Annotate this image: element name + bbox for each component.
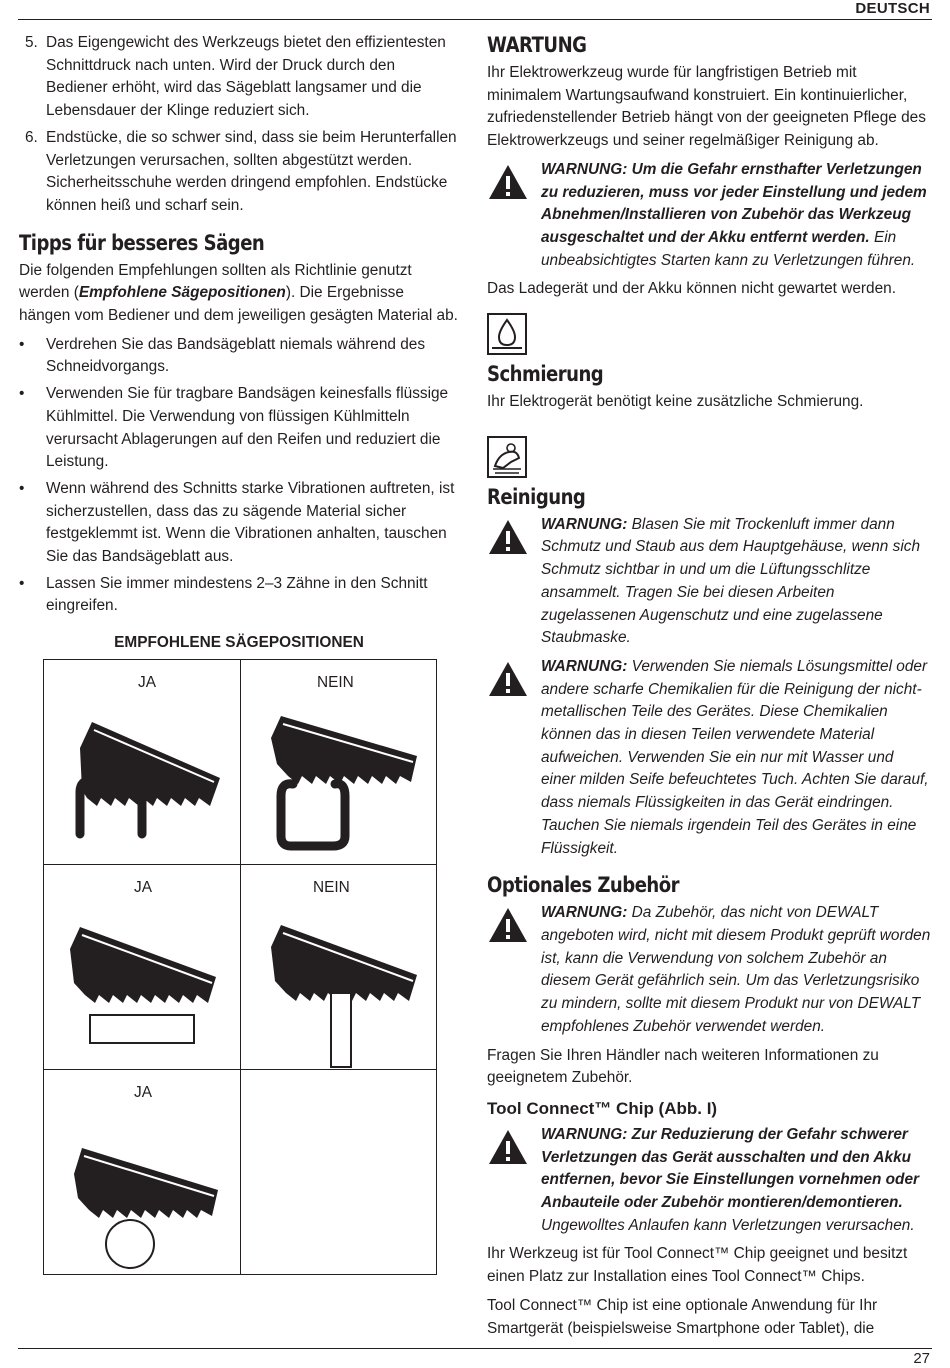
accessories-text: Fragen Sie Ihren Händler nach weiteren Informationen zu geeignetem Zubehör. xyxy=(487,1046,879,1087)
table-cell-ja-channel xyxy=(44,660,240,865)
list-item xyxy=(19,127,459,218)
list-number: 5. xyxy=(25,34,38,51)
cell-label: NEIN xyxy=(317,673,354,691)
chip-text-2: Tool Connect™ Chip ist eine optionale Anwendung für Ihr Smartgerät (beispielsweise Smartphone oder Tablet), die xyxy=(487,1296,878,1337)
warning-icon xyxy=(487,518,529,556)
warning-label: WARNUNG: xyxy=(541,515,628,533)
table-reference: Empfohlene Sägepositionen xyxy=(78,284,286,302)
cell-label: JA xyxy=(134,878,152,896)
warning-block xyxy=(487,902,931,1038)
list-item xyxy=(19,32,459,123)
language-label: DEUTSCH xyxy=(855,0,930,17)
header-rule xyxy=(18,19,932,20)
warning-icon xyxy=(487,163,529,201)
warning-text: Da Zubehör, das nicht von DEWALT angeboten wird, nicht mit diesem Produkt geprüft worden ist, kann die Verwendung von solchem Zubehör an diesem Gerät gefährlich sein. Um das Verletzungsrisiko zu mindern, sollte mit diesem Produkt nur von DEWALT empfohlenes Zubehör verwendet werden. xyxy=(541,904,931,1035)
list-item: • Wenn während des Schnitts starke Vibrationen auftreten, ist sicherzustellen, dass das zu sägende Material sicher festgeklemmt ist. Wenn die Vibrationen anhalten, tauschen Sie das Bandsägeblatt aus. xyxy=(19,479,455,566)
footer-rule xyxy=(18,1348,932,1349)
blade-on-flat-bar-icon xyxy=(44,865,240,1070)
tips-intro: Die folgenden Empfehlungen sollten als Richtlinie genutzt werden (Empfohlene Sägepositionen). Die Ergebnisse hängen vom Bediener und dem jeweiligen gesägten Material ab. xyxy=(19,261,458,325)
warning-text: Ein unbeabsichtigtes Starten kann zu Verletzungen führen. xyxy=(541,228,916,269)
warning-text: Blasen Sie mit Trockenluft immer dann Schmutz und Staub aus dem Hauptgehäuse, wenn sich Schmutz sichtbar in und um die Lüftungsschlitze ansammelt. Tragen Sie bei diesen Arbeiten zugelassenen Augenschutz und eine zugelassene Staubmaske. xyxy=(541,515,921,647)
warning-label: WARNUNG: xyxy=(541,904,628,922)
blade-on-channel-icon xyxy=(44,660,240,865)
lubrication-icon xyxy=(487,313,527,355)
cleaning-icon xyxy=(487,436,527,478)
list-item: • Verdrehen Sie das Bandsägeblatt niemals während des Schneidvorgangs. xyxy=(19,335,426,376)
table-title: EMPFOHLENE SÄGEPOSITIONEN xyxy=(114,634,364,652)
chip-text-1: Ihr Werkzeug ist für Tool Connect™ Chip geeignet und besitzt einen Platz zur Installation eines Tool Connect™ Chips. xyxy=(487,1245,908,1286)
tips-list xyxy=(19,334,459,618)
warning-icon xyxy=(487,906,529,944)
list-text: Endstücke, die so schwer sind, dass sie beim Herunterfallen Verletzungen verursachen, sollten abgestützt werden. Sicherheitsschuhe werden dringend empfohlen. Endstücke können heiß und scharf sein. xyxy=(46,128,457,214)
lubrication-heading: Schmierung xyxy=(487,362,604,387)
warning-text: Ungewolltes Anlaufen kann Verletzungen verursachen. xyxy=(541,1216,915,1234)
list-item: • Lassen Sie immer mindestens 2–3 Zähne in den Schnitt eingreifen. xyxy=(19,574,428,615)
cleaning-heading: Reinigung xyxy=(487,484,586,509)
cell-label: JA xyxy=(138,673,156,691)
left-column xyxy=(19,32,459,1275)
maintenance-text: Ihr Elektrowerkzeug wurde für langfristigen Betrieb mit minimalem Wartungsaufwand konstruiert. Ein kontinuierlicher, zufriedenstellender Betrieb hängt von der geeigneten Pflege des Elektrowerkzeugs und seiner regelmäßiger Reinigung ab. xyxy=(487,64,926,150)
cell-label: JA xyxy=(134,1083,152,1101)
blade-on-round-bar-icon xyxy=(44,1070,240,1275)
chip-heading: Tool Connect™ Chip (Abb. I) xyxy=(487,1098,718,1118)
list-number: 6. xyxy=(25,128,38,146)
warning-icon xyxy=(487,1128,529,1166)
charger-text: Das Ladegerät und der Akku können nicht gewartet werden. xyxy=(487,280,896,298)
warning-block xyxy=(487,656,931,860)
warning-label: WARNUNG: xyxy=(541,657,628,675)
cell-label: NEIN xyxy=(313,878,350,896)
warning-text: Verwenden Sie niemals Lösungsmittel oder andere scharfe Chemikalien für die Reinigung der nicht-metallischen Teile des Gerätes. Diese Chemikalien können das in diesen Teilen verwendete Material aufweichen. Verwenden Sie ein nur mit Wasser und einer milden Seife befeuchtetes Tuch. Achten Sie darauf, dass niemals Flüssigkeiten in das Gerät eindringen. Tauchen Sie niemals irgendein Teil des Gerätes in eine Flüssigkeit. xyxy=(541,657,929,857)
table-cell-ja-flat xyxy=(44,865,240,1070)
maintenance-heading: WARTUNG xyxy=(487,33,587,57)
warning-icon xyxy=(487,660,529,698)
accessories-heading: Optionales Zubehör xyxy=(487,873,680,898)
warning-bold-text: WARNUNG: Um die Gefahr ernsthafter Verletzungen zu reduzieren, muss vor jeder Einstellung und jedem Abnehmen/Installieren von Zubehör das Werkzeug ausgeschaltet und der Akku entfernt werden. xyxy=(541,160,927,246)
numbered-list xyxy=(19,32,459,218)
saw-positions-table xyxy=(43,659,437,1275)
page-number: 27 xyxy=(913,1350,930,1367)
list-item: • Verwenden Sie für tragbare Bandsägen keinesfalls flüssige Kühlmittel. Die Verwendung von flüssigen Kühlmitteln verursacht Ablagerungen auf den Reifen und reduziert die Leistung. xyxy=(19,385,449,471)
table-cell-nein-flat xyxy=(241,865,437,1070)
lubrication-text: Ihr Elektrogerät benötigt keine zusätzliche Schmierung. xyxy=(487,393,864,411)
blade-on-channel-icon xyxy=(241,660,437,865)
list-text: Das Eigengewicht des Werkzeugs bietet den effizientesten Schnittdruck nach unten. Wird der Druck durch den Bediener erhöht, wird das Sägeblatt langsamer und die Lebensdauer der Klinge reduziert sich. xyxy=(46,34,446,120)
warning-bold-text: WARNUNG: Zur Reduzierung der Gefahr schwerer Verletzungen das Gerät ausschalten und den Akku entfernen, bevor Sie Einstellungen vornehmen oder Anbauteile oder Zubehör montieren/demontieren. xyxy=(541,1125,920,1212)
right-column xyxy=(487,32,931,1346)
blade-on-vertical-bar-icon xyxy=(241,865,437,1070)
warning-block xyxy=(487,1124,931,1238)
warning-block xyxy=(487,514,931,650)
table-cell-ja-round xyxy=(44,1070,240,1275)
warning-block xyxy=(487,159,931,273)
tips-heading: Tipps für besseres Sägen xyxy=(19,230,265,255)
table-cell-nein-channel xyxy=(241,660,437,865)
